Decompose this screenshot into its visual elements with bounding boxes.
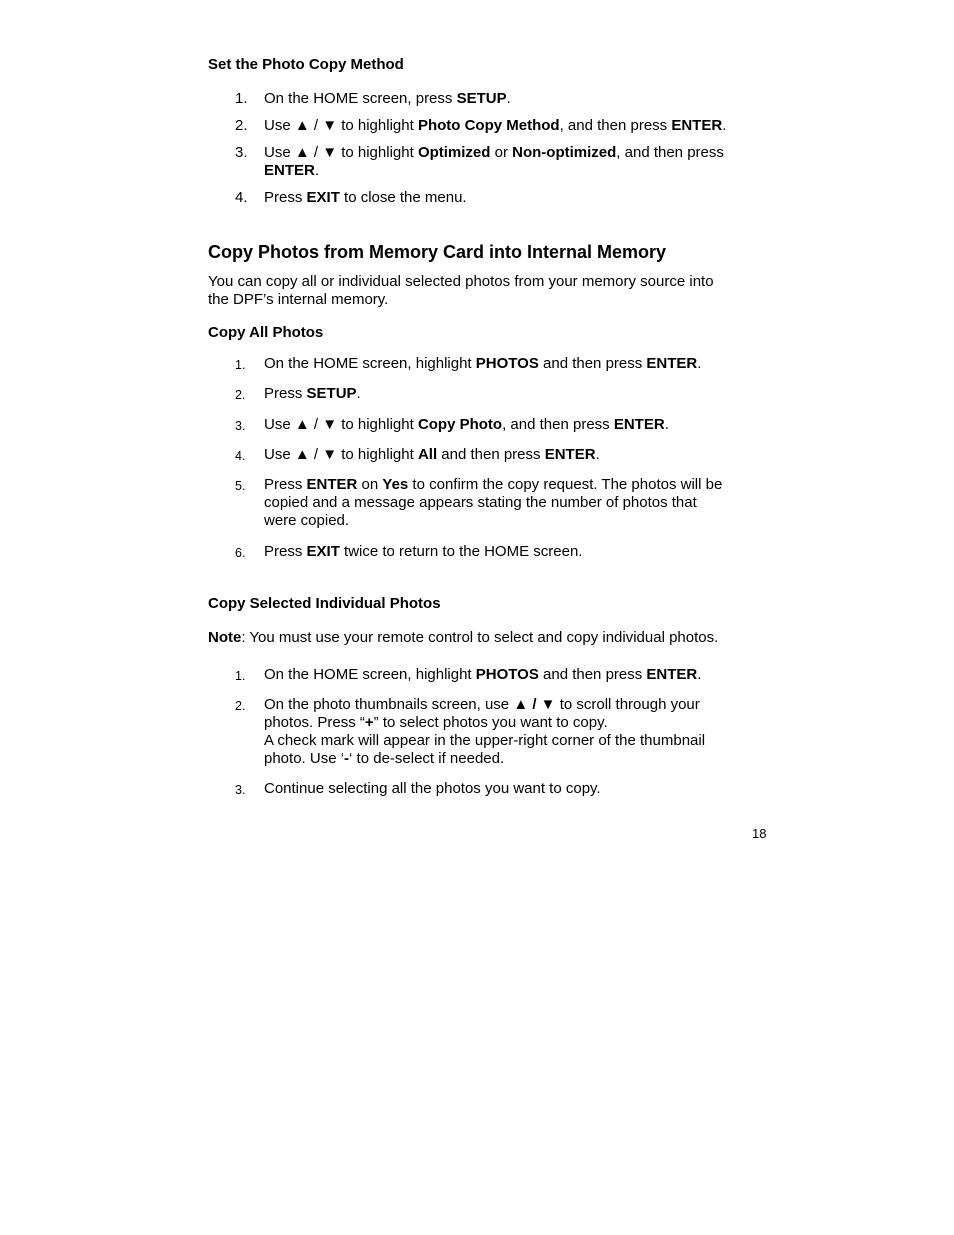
list-number: 4. bbox=[235, 189, 248, 206]
text-run: . bbox=[314, 162, 320, 179]
text-line bbox=[264, 543, 754, 561]
text-run: On the HOME screen, highlight bbox=[264, 355, 476, 372]
list-number: 1. bbox=[235, 358, 246, 372]
list-text bbox=[264, 117, 754, 135]
heading-set-photo-copy-method: Set the Photo Copy Method bbox=[208, 56, 404, 73]
text-line bbox=[264, 512, 754, 530]
bold-text: PHOTOS bbox=[475, 666, 539, 683]
bold-text: ENTER bbox=[264, 162, 315, 179]
list-text bbox=[264, 355, 754, 373]
text-run: . bbox=[722, 117, 727, 134]
page-number: 18 bbox=[752, 826, 767, 841]
text-line bbox=[264, 696, 754, 714]
bold-text: SETUP bbox=[456, 90, 507, 107]
bold-text: ENTER bbox=[646, 355, 698, 372]
text-line bbox=[264, 666, 754, 684]
text-line bbox=[264, 750, 754, 768]
list-number: 5. bbox=[235, 479, 246, 493]
bold-text: Copy Photo bbox=[417, 416, 503, 433]
bold-text: ENTER bbox=[646, 666, 698, 683]
bold-text: + bbox=[364, 714, 374, 731]
text-run: to close the menu. bbox=[339, 189, 467, 206]
text-line bbox=[264, 385, 754, 403]
list-number: 6. bbox=[235, 546, 246, 560]
text-run: ‘ to de-select if needed. bbox=[349, 750, 505, 767]
text-run: copied and a message appears stating the number of photos that bbox=[264, 494, 697, 511]
bold-text: Photo Copy Method bbox=[417, 117, 560, 134]
text-run: . bbox=[506, 90, 511, 107]
text-run: photos. Press “ bbox=[264, 714, 365, 731]
text-run: or bbox=[490, 144, 513, 161]
list-text bbox=[264, 666, 754, 684]
text-line bbox=[264, 90, 754, 108]
intro-line: You can copy all or individual selected photos from your memory source into bbox=[208, 273, 714, 290]
text-run: . bbox=[697, 666, 702, 683]
note-paragraph bbox=[208, 629, 753, 647]
text-run: . bbox=[664, 416, 669, 433]
text-line bbox=[264, 446, 754, 464]
list-text bbox=[264, 144, 754, 180]
text-run: on bbox=[357, 476, 383, 493]
text-line bbox=[264, 494, 754, 512]
text-line bbox=[264, 714, 754, 732]
intro-paragraph bbox=[208, 273, 753, 309]
list-number: 1. bbox=[235, 669, 246, 683]
text-run: . bbox=[697, 355, 702, 372]
list-number: 2. bbox=[235, 388, 246, 402]
list-text bbox=[264, 189, 754, 207]
text-line bbox=[264, 732, 754, 750]
bold-text: PHOTOS bbox=[475, 355, 539, 372]
text-run: Use ▲ / ▼ to highlight bbox=[264, 117, 418, 134]
list-number: 3. bbox=[235, 419, 246, 433]
text-run: Use ▲ / ▼ to highlight bbox=[264, 446, 418, 463]
text-run: and then press bbox=[538, 666, 647, 683]
bold-text: - bbox=[344, 750, 350, 767]
text-run: , and then press bbox=[559, 117, 672, 134]
text-line bbox=[264, 780, 754, 798]
heading-copy-selected-individual-photos: Copy Selected Individual Photos bbox=[208, 595, 441, 612]
list-text bbox=[264, 476, 754, 530]
bold-text: ENTER bbox=[613, 416, 665, 433]
text-run: Continue selecting all the photos you want to copy. bbox=[264, 780, 601, 797]
list-text bbox=[264, 543, 754, 561]
bold-text: Note bbox=[208, 629, 242, 646]
text-line bbox=[264, 476, 754, 494]
list-text bbox=[264, 780, 754, 798]
text-run: and then press bbox=[538, 355, 647, 372]
bold-text: ENTER bbox=[306, 476, 358, 493]
list-number: 3. bbox=[235, 144, 248, 161]
text-run: A check mark will appear in the upper-right corner of the thumbnail bbox=[264, 732, 706, 749]
bold-text: ENTER bbox=[544, 446, 596, 463]
text-run: and then press bbox=[437, 446, 545, 463]
list-number: 4. bbox=[235, 449, 246, 463]
list-text bbox=[264, 90, 754, 108]
text-run: , and then press bbox=[616, 144, 724, 161]
bold-text: ▲ / ▼ bbox=[513, 696, 556, 713]
text-line bbox=[264, 189, 754, 207]
text-line bbox=[264, 144, 754, 162]
bold-text: Non-optimized bbox=[512, 144, 617, 161]
text-run: Press bbox=[264, 189, 307, 206]
text-run: On the HOME screen, press bbox=[264, 90, 457, 107]
text-run: Use ▲ / ▼ to highlight bbox=[264, 144, 418, 161]
heading-copy-all-photos: Copy All Photos bbox=[208, 324, 324, 341]
text-run: were copied. bbox=[264, 512, 350, 529]
bold-text: EXIT bbox=[306, 189, 340, 206]
list-text bbox=[264, 696, 754, 768]
text-run: : You must use your remote control to select and copy individual photos. bbox=[241, 629, 719, 646]
list-text bbox=[264, 385, 754, 403]
text-run: Press bbox=[264, 543, 307, 560]
text-run: to confirm the copy request. The photos will be bbox=[408, 476, 723, 493]
bold-text: ENTER bbox=[671, 117, 723, 134]
bold-text: Yes bbox=[382, 476, 409, 493]
text-run: On the HOME screen, highlight bbox=[264, 666, 476, 683]
text-run: Press bbox=[264, 385, 307, 402]
list-number: 2. bbox=[235, 117, 248, 134]
bold-text: All bbox=[417, 446, 438, 463]
text-run: On the photo thumbnails screen, use bbox=[264, 696, 514, 713]
text-line bbox=[264, 355, 754, 373]
heading-copy-photos-internal-memory: Copy Photos from Memory Card into Internal Memory bbox=[208, 242, 667, 262]
bold-text: SETUP bbox=[306, 385, 357, 402]
text-line bbox=[264, 416, 754, 434]
text-run: photo. Use ‘ bbox=[264, 750, 345, 767]
text-run: Use ▲ / ▼ to highlight bbox=[264, 416, 418, 433]
text-run: Press bbox=[264, 476, 307, 493]
text-line bbox=[264, 162, 754, 180]
text-run: , and then press bbox=[502, 416, 614, 433]
text-run: . bbox=[356, 385, 361, 402]
list-text bbox=[264, 416, 754, 434]
list-number: 1. bbox=[235, 90, 248, 107]
intro-line: the DPF’s internal memory. bbox=[208, 291, 389, 308]
text-line bbox=[264, 117, 754, 135]
text-run: to scroll through your bbox=[555, 696, 700, 713]
bold-text: EXIT bbox=[306, 543, 340, 560]
text-run: twice to return to the HOME screen. bbox=[339, 543, 583, 560]
bold-text: Optimized bbox=[417, 144, 491, 161]
list-text bbox=[264, 446, 754, 464]
text-run: . bbox=[595, 446, 600, 463]
list-number: 2. bbox=[235, 699, 246, 713]
text-run: ” to select photos you want to copy. bbox=[373, 714, 608, 731]
list-number: 3. bbox=[235, 783, 246, 797]
